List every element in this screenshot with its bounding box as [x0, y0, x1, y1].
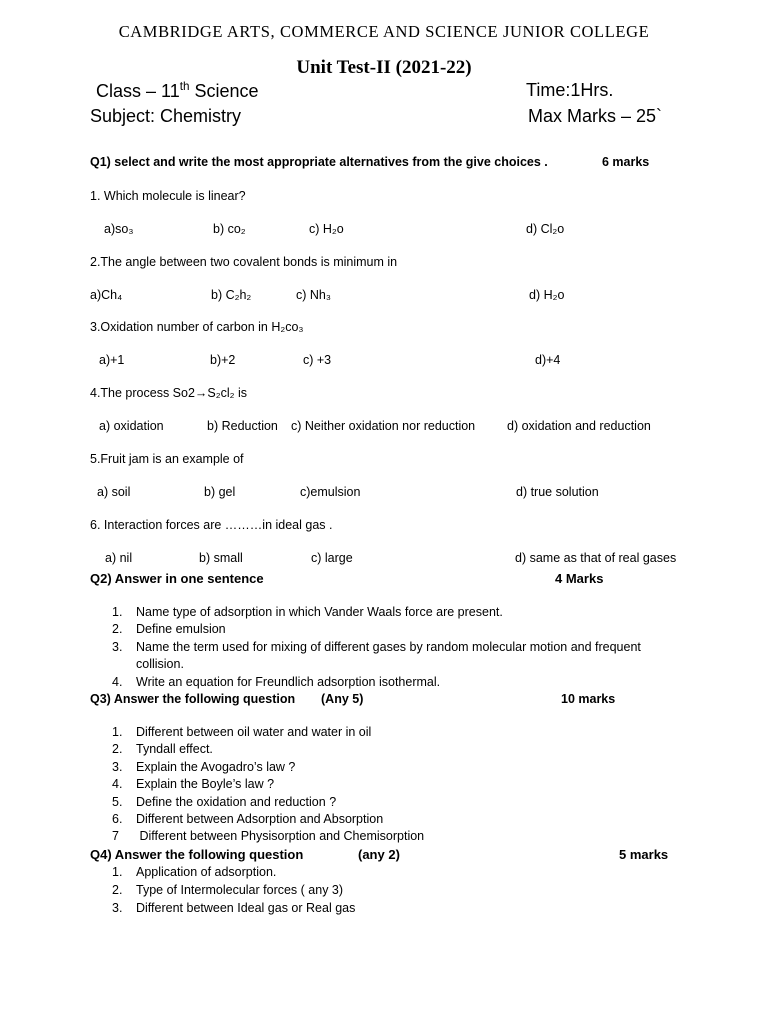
mcq-question: 4.The process So2→S₂cl₂ is: [90, 386, 247, 400]
item-text: Define emulsion: [136, 622, 226, 636]
list-item: [112, 883, 343, 897]
item-number: 4.: [112, 675, 123, 689]
list-item: [112, 605, 503, 619]
item-number: 4.: [112, 777, 123, 791]
mcq-option-b: b) co₂: [213, 222, 246, 236]
item-text: Explain the Boyle’s law ?: [136, 777, 275, 791]
mcq-option-b: b)+2: [210, 353, 236, 367]
mcq-option-c: c)emulsion: [300, 485, 361, 499]
item-text: Type of Intermolecular forces ( any 3): [136, 883, 344, 897]
q1-marks: 6 marks: [602, 155, 650, 169]
mcq-option-b: b) small: [199, 551, 243, 565]
list-item: [112, 725, 371, 739]
item-text: Write an equation for Freundlich adsorption isothermal.: [136, 675, 441, 689]
mcq-option-c: c) H₂o: [309, 222, 344, 236]
item-text: Tyndall effect.: [136, 742, 213, 756]
item-text: Different between Physisorption and Chemisorption: [136, 829, 425, 843]
item-number: 1.: [112, 725, 123, 739]
max-marks-label: Max Marks – 25`: [528, 106, 663, 126]
q3-note: (Any 5): [321, 692, 364, 706]
q3-marks: 10 marks: [561, 692, 616, 706]
item-text: Different between Ideal gas or Real gas: [136, 901, 356, 915]
list-item: [112, 812, 383, 826]
list-item: [112, 640, 641, 654]
item-number: 5.: [112, 795, 123, 809]
item-number: 2.: [112, 742, 123, 756]
mcq-question: 5.Fruit jam is an example of: [90, 452, 244, 466]
item-number: 1.: [112, 865, 123, 879]
test-title: Unit Test-II (2021-22): [296, 57, 472, 78]
list-item: [112, 622, 226, 636]
mcq-question: 3.Oxidation number of carbon in H₂co₃: [90, 320, 304, 334]
mcq-option-d: d) Cl₂o: [526, 222, 565, 236]
mcq-question: 1. Which molecule is linear?: [90, 189, 246, 203]
item-text: Name type of adsorption in which Vander Waals force are present.: [136, 605, 503, 619]
list-item: [112, 901, 355, 915]
item-number: 6.: [112, 812, 123, 826]
mcq-option-d: d)+4: [535, 353, 561, 367]
mcq-option-a: a) nil: [105, 551, 133, 565]
subject-label: Subject: Chemistry: [90, 106, 242, 126]
mcq-option-b: b) C₂h₂: [211, 288, 252, 302]
mcq-option-a: a) soil: [97, 485, 131, 499]
list-item: [112, 675, 440, 689]
list-item: [112, 829, 424, 843]
q2-marks: 4 Marks: [555, 571, 604, 586]
item-number: 3.: [112, 640, 123, 654]
q4-marks: 5 marks: [619, 847, 669, 862]
q4-note: (any 2): [358, 847, 400, 862]
item-text: Application of adsorption.: [136, 865, 277, 879]
item-number: 3.: [112, 901, 123, 915]
item-text: collision.: [136, 657, 184, 671]
q2-title: Q2) Answer in one sentence: [90, 571, 264, 586]
q1-title: Q1) select and write the most appropriate alternatives from the give choices .: [90, 155, 548, 169]
mcq-option-c: c) +3: [303, 353, 332, 367]
mcq-option-d: d) same as that of real gases: [515, 551, 677, 565]
list-item: [112, 760, 295, 774]
mcq-option-a: a) oxidation: [99, 419, 164, 433]
class-superscript: th: [179, 80, 190, 93]
mcq-option-d: d) oxidation and reduction: [507, 419, 651, 433]
mcq-option-a: a)Ch₄: [90, 288, 123, 302]
time-label: Time:1Hrs.: [526, 80, 614, 100]
mcq-option-a: a)so₃: [104, 222, 134, 236]
mcq-option-c: c) Neither oxidation nor reduction: [291, 419, 476, 433]
mcq-option-d: d) true solution: [516, 485, 599, 499]
mcq-option-c: c) Nh₃: [296, 288, 331, 302]
item-number: 7: [112, 829, 119, 843]
list-item: [112, 777, 274, 791]
item-number: 1.: [112, 605, 123, 619]
q3-title: Q3) Answer the following question: [90, 692, 296, 706]
item-number: 2.: [112, 883, 123, 897]
item-text: Explain the Avogadro’s law ?: [136, 760, 296, 774]
college-name: CAMBRIDGE ARTS, COMMERCE AND SCIENCE JUNIOR COLLEGE: [118, 22, 650, 41]
item-text: Different between Adsorption and Absorption: [136, 812, 384, 826]
mcq-option-b: b) gel: [204, 485, 236, 499]
item-text: Different between oil water and water in oil: [136, 725, 372, 739]
class-prefix: Class – 11: [96, 81, 180, 101]
mcq-option-a: a)+1: [99, 353, 125, 367]
q4-title: Q4) Answer the following question: [90, 847, 304, 862]
list-item: [112, 742, 213, 756]
list-item: [112, 795, 336, 809]
list-item: [112, 657, 184, 671]
item-number: 3.: [112, 760, 123, 774]
list-item: [112, 865, 276, 879]
item-number: 2.: [112, 622, 123, 636]
item-text: Define the oxidation and reduction ?: [136, 795, 337, 809]
mcq-question: 6. Interaction forces are ………in ideal gas .: [90, 518, 333, 532]
mcq-option-c: c) large: [311, 551, 353, 565]
mcq-option-d: d) H₂o: [529, 288, 565, 302]
class-label: [96, 80, 259, 102]
mcq-option-b: b) Reduction: [207, 419, 278, 433]
item-text: Name the term used for mixing of different gases by random molecular motion and frequent: [136, 640, 641, 654]
mcq-question: 2.The angle between two covalent bonds is minimum in: [90, 255, 398, 269]
class-suffix: Science: [189, 81, 259, 101]
